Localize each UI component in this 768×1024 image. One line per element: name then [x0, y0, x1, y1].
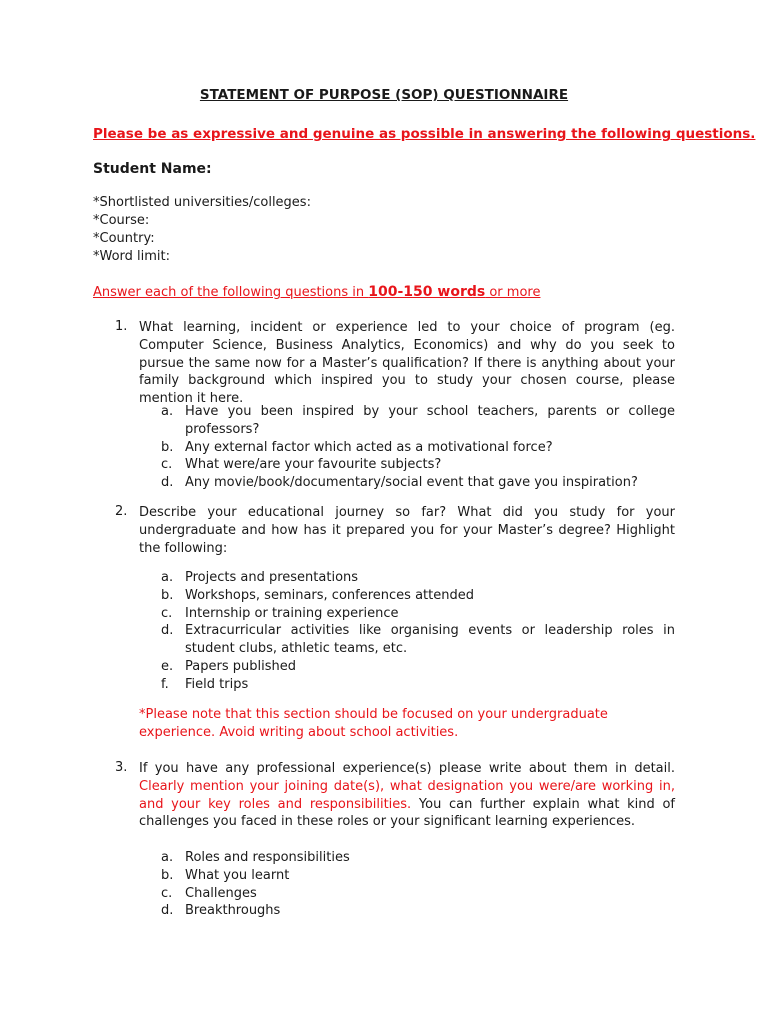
item-text: What were/are your favourite subjects?: [185, 457, 442, 473]
item-text: Roles and responsibilities: [185, 850, 350, 865]
item-text: Projects and presentations: [185, 570, 359, 585]
item-text: Any movie/book/documentary/social event that gave you inspiration?: [185, 475, 638, 491]
list-item: [161, 474, 675, 492]
item-letter: a.: [161, 404, 174, 419]
item-letter: d.: [161, 903, 174, 919]
text-emphasis: Clearly mention your joining date(s), what designation you were/are working in, and your key roles and responsibilities.: [139, 778, 675, 812]
list-item: [161, 456, 675, 474]
item-text: Papers published: [185, 658, 296, 674]
list-item: [161, 439, 675, 457]
item-letter: d.: [161, 623, 174, 639]
question-number: 3.: [115, 760, 128, 775]
question-2: [115, 504, 675, 557]
item-text: Field trips: [185, 676, 249, 692]
list-item: [161, 658, 675, 676]
question-number: 1.: [115, 319, 128, 334]
item-letter: b.: [161, 867, 174, 883]
list-item: [161, 885, 675, 903]
list-item: [161, 403, 675, 439]
field-word-limit: *Word limit:: [93, 249, 171, 264]
question-number: 2.: [115, 504, 128, 519]
field-universities: *Shortlisted universities/colleges:: [93, 195, 311, 210]
item-letter: c.: [161, 605, 173, 621]
text-post: You can further explain what kind of challenges you faced in these roles or your significant learning experiences.: [139, 796, 675, 830]
item-letter: b.: [161, 587, 174, 603]
field-country: *Country:: [93, 231, 155, 246]
word-note-pre: Answer each of the following questions in: [93, 285, 369, 300]
field-course: *Course:: [93, 213, 150, 228]
document-title: STATEMENT OF PURPOSE (SOP) QUESTIONNAIRE: [199, 87, 569, 103]
item-text: Workshops, seminars, conferences attended: [185, 587, 474, 603]
item-letter: a.: [161, 850, 174, 865]
item-letter: e.: [161, 658, 174, 674]
instruction-text: Please be as expressive and genuine as possible in answering the following questions.: [93, 126, 756, 142]
item-letter: f.: [161, 676, 169, 692]
list-item: [161, 849, 675, 867]
item-letter: d.: [161, 475, 174, 491]
item-text: Have you been inspired by your school teachers, parents or college professors?: [185, 404, 675, 437]
list-item: [161, 902, 675, 920]
list-item: [161, 676, 675, 694]
word-note-post: or more: [485, 285, 541, 300]
question-3-subitems: [161, 849, 675, 920]
item-letter: c.: [161, 457, 173, 473]
question-1-subitems: [161, 403, 675, 492]
word-note-bold: 100-150 words: [368, 284, 486, 300]
item-text: Breakthroughs: [185, 903, 281, 919]
list-item: [161, 867, 675, 885]
field-list: [93, 194, 311, 266]
question-text: Describe your educational journey so far? What did you study for your undergraduate and how has it prepared you for your Master’s degree? Highlight the following:: [139, 505, 675, 556]
list-item: [161, 569, 675, 587]
item-text: What you learnt: [185, 867, 290, 883]
list-item: [161, 587, 675, 605]
question-2-subitems: [161, 569, 675, 694]
item-text: Challenges: [185, 885, 257, 901]
question-text: [139, 760, 675, 831]
item-text: Extracurricular activities like organising events or leadership roles in student clubs, athletic teams, etc.: [185, 623, 675, 657]
item-letter: a.: [161, 570, 174, 585]
item-text: Internship or training experience: [185, 605, 399, 621]
student-name-label: Student Name:: [93, 161, 212, 177]
word-count-note: [93, 284, 540, 300]
list-item: [161, 622, 675, 658]
text-pre: If you have any professional experience(s) please write about them in detail.: [139, 761, 675, 776]
item-letter: c.: [161, 885, 173, 901]
list-item: [161, 605, 675, 623]
item-text: Any external factor which acted as a motivational force?: [185, 439, 553, 455]
question-text: What learning, incident or experience led to your choice of program (eg. Computer Science, Business Analytics, Economics) and why do you seek to pursue the same now for a Master’s qualification? If there is anything about your family background which inspired you to study your chosen course, please mention it here.: [139, 320, 675, 407]
undergraduate-note: *Please note that this section should be focused on your undergraduate experience. Avoid writing about school activities.: [139, 707, 608, 740]
item-letter: b.: [161, 439, 174, 455]
question-1: [115, 319, 675, 408]
question-3: [115, 760, 675, 831]
